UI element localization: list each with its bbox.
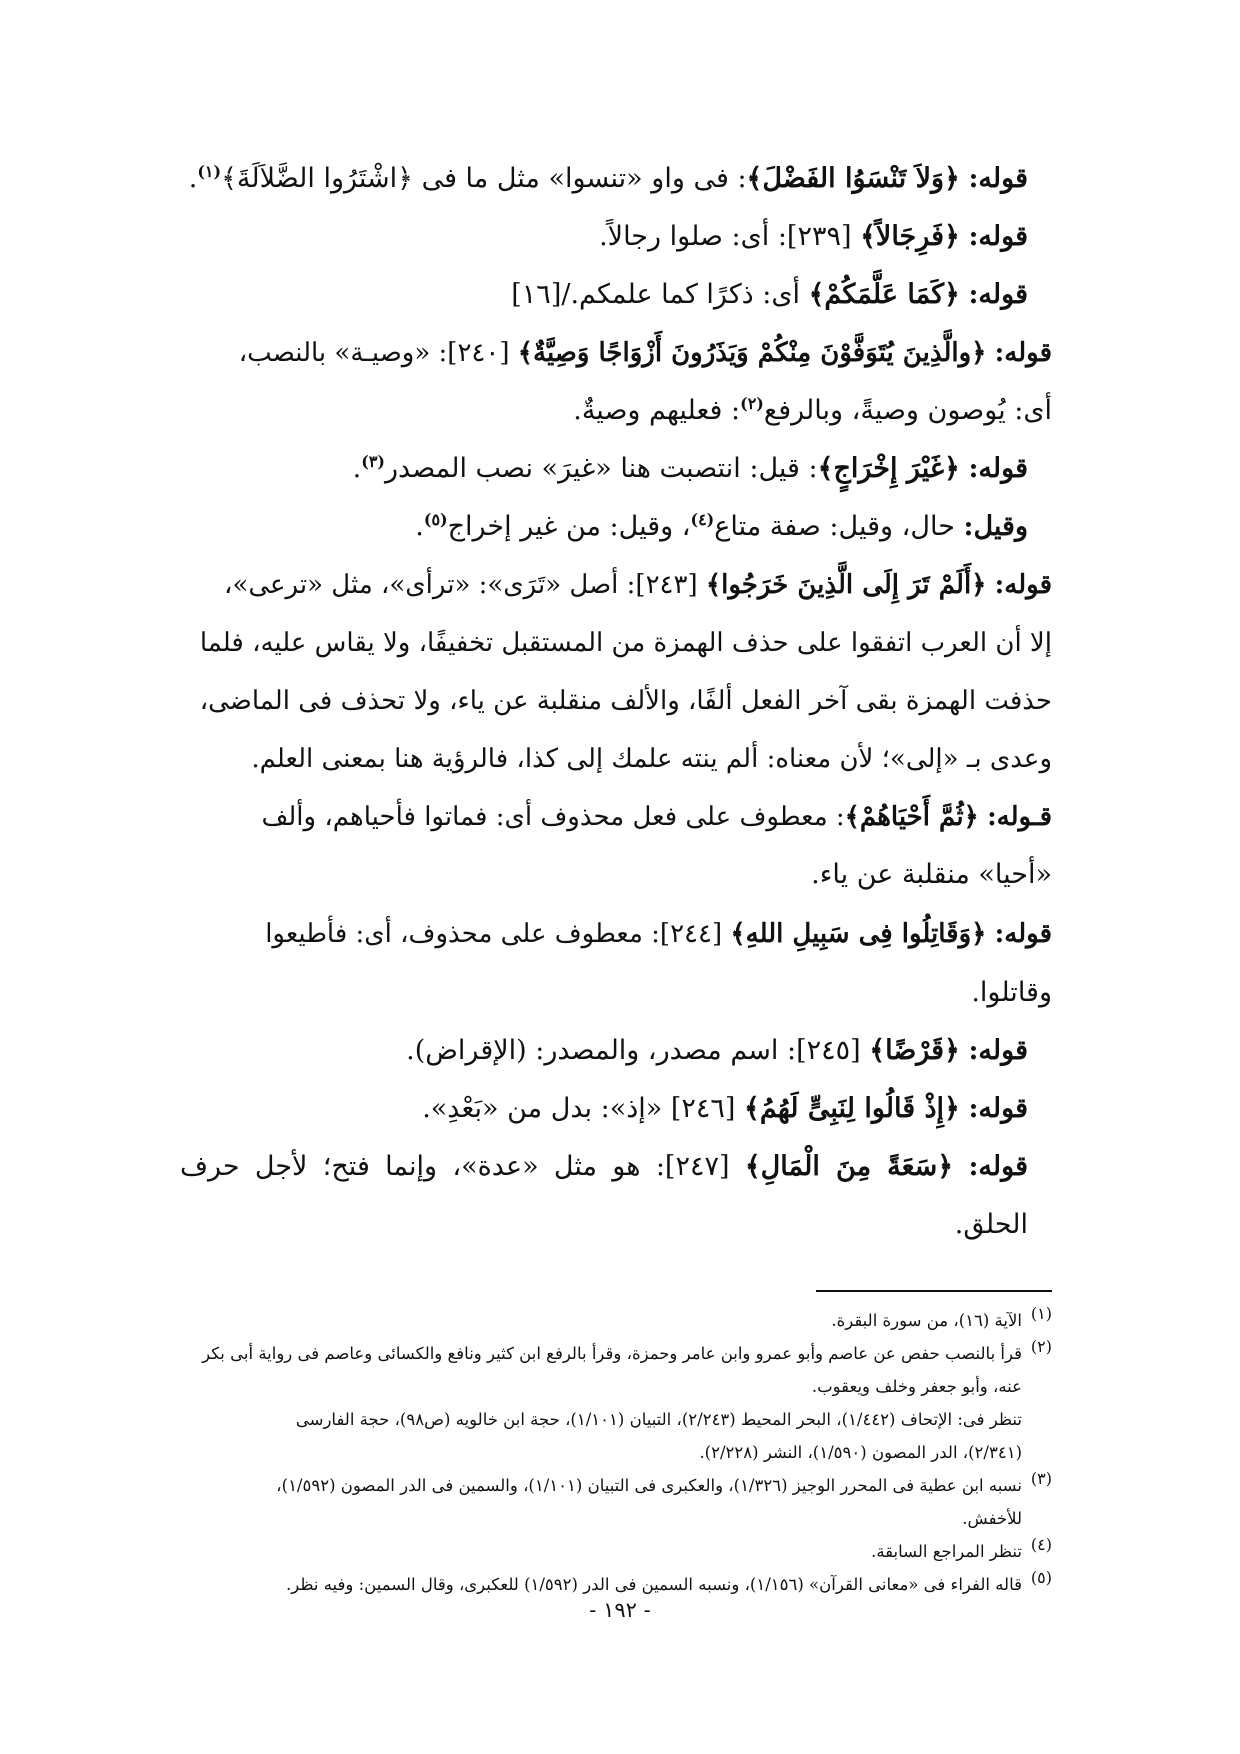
footnote-number: (٤) (1030, 1535, 1052, 1554)
line-text: أى: يُوصون وصيةً، وبالرفع (763, 395, 1052, 426)
text-line (180, 1080, 1052, 1138)
text-line (180, 672, 1052, 730)
line-text: : قيل: انتصبت هنا «غيرَ» نصب المصدر (384, 453, 818, 484)
quran-quote: ﴿أَلَمْ تَرَ إِلَى الَّذِينَ خَرَجُوا﴾ (705, 570, 987, 600)
text-line (180, 846, 1052, 904)
quran-quote: ﴿ثُمَّ أَحْيَاهُمْ﴾ (844, 802, 979, 832)
line-text: «أحيا» منقلبة عن ياء. (811, 859, 1052, 890)
keyword: قوله: (994, 338, 1052, 368)
footnotes (180, 1304, 1052, 1601)
line-text: : فى واو «تنسوا» مثل ما فى ﴿اشْتَرُوا الضَّلاَلَةَ﴾ (221, 163, 747, 194)
main-text (180, 150, 1052, 1254)
footnote-text: تنظر فى: الإتحاف (١/٤٤٢)، البحر المحيط (٢/٢٤٣)، التبيان (١/١٠١)، حجة ابن خالويه (ص٩٨)، حجة الفارسى (295, 1410, 1022, 1429)
keyword: قوله: (968, 1093, 1028, 1124)
text-line (180, 266, 1052, 324)
line-text: حال، وقيل: صفة متاع (714, 511, 964, 542)
keyword: قوله: (994, 919, 1052, 949)
quran-quote: ﴿والَّذِينَ يُتَوَفَّوْنَ مِنْكُمْ وَيَذَرُونَ أَزْوَاجًا وَصِيَّةٌ﴾ (517, 338, 987, 368)
line-text: : معطوف على فعل محذوف أى: فماتوا فأحياهم، وألف (261, 802, 845, 832)
keyword: قوله: (968, 1151, 1028, 1182)
footnote-ref: (٥) (423, 510, 448, 529)
keyword: قوله: (968, 1035, 1028, 1066)
footnote (180, 1337, 1052, 1469)
text-line (180, 150, 1052, 208)
quran-quote: ﴿وَلاَ تَنْسَوُا الفَضْلَ﴾ (746, 163, 960, 194)
footnote (180, 1535, 1052, 1568)
footnote-text: تنظر المراجع السابقة. (871, 1542, 1022, 1561)
text-line (180, 730, 1052, 788)
keyword: قوله: (968, 163, 1028, 194)
keyword: قوله: (968, 221, 1028, 252)
footnote-ref: (٤) (690, 510, 715, 529)
line-end: . (188, 163, 198, 194)
line-text: وعدى بـ «إلى»؛ لأن معناه: ألم ينته علمك إلى كذا، فالرؤية هنا بمعنى العلم. (251, 744, 1052, 774)
line-text: [٢٤٣]: أصل «تَرَى»: «ترأى»، مثل «ترعى»، (224, 570, 706, 600)
text-line (180, 498, 1052, 556)
line-text: أى: ذكرًا كما علمكم./[١٦] (511, 279, 809, 310)
footnote-number: (٢) (1030, 1337, 1052, 1356)
footnote-text: قرأ بالنصب حفص عن عاصم وأبو عمرو وابن عامر وحمزة، وقرأ بالرفع ابن كثير ونافع والكسائى وعاصم فى رواية أبى بكر (202, 1344, 1022, 1363)
footnote-number: (٥) (1030, 1568, 1052, 1587)
keyword: قوله: (994, 570, 1052, 600)
line-text: [٢٤٦] «إذ»: بدل من «بَعْدِ». (422, 1093, 745, 1124)
text-line (180, 556, 1052, 614)
footnote (180, 1568, 1052, 1601)
footnote-ref: (١) (197, 162, 222, 181)
footnote-number: (١) (1030, 1304, 1052, 1323)
line-text: [٢٤٠]: «وصيـة» بالنصب، (238, 338, 518, 368)
footnote (180, 1469, 1052, 1535)
quran-quote: ﴿إِذْ قَالُوا لِنَبِىٍّ لَهُمُ﴾ (744, 1093, 960, 1124)
text-line (180, 964, 1052, 1022)
line-end: . (352, 453, 362, 484)
page-body (180, 150, 1052, 1601)
footnote-text: قاله الفراء فى «معانى القرآن» (١/١٥٦)، ونسبه السمين فى الدر (١/٥٩٢) للعكبرى، وقال السمين: وفيه نظر. (285, 1575, 1022, 1594)
footnote-ref: (٢) (740, 394, 764, 413)
line-text: وقاتلوا. (971, 977, 1052, 1008)
footnote-text: عنه، وأبو جعفر وخلف ويعقوب. (811, 1377, 1022, 1396)
footnote-text: (٢/٣٤١)، الدر المصون (١/٥٩٠)، النشر (٢/٢٢٨). (699, 1443, 1022, 1462)
text-line (180, 1022, 1052, 1080)
footnote-divider (816, 1290, 1052, 1292)
quran-quote: ﴿وَقَاتِلُوا فِى سَبِيلِ اللهِ﴾ (730, 919, 987, 949)
keyword: قـوله: (987, 802, 1052, 832)
line-text: حذفت الهمزة بقى آخر الفعل ألفًا، والألف منقلبة عن ياء، ولا تحذف فى الماضى، (199, 686, 1052, 716)
footnote (180, 1304, 1052, 1337)
line-text: إلا أن العرب اتفقوا على حذف الهمزة من المستقبل تخفيفًا، ولا يقاس عليه، فلما (199, 628, 1052, 658)
line-text: [٢٤٧]: هو مثل «عدة»، وإنما فتح؛ لأجل حرف الحلق. (180, 1151, 1028, 1240)
line-end: : فعليهم وصيةٌ. (573, 395, 741, 426)
text-line (180, 1138, 1052, 1254)
text-line (180, 788, 1052, 846)
line-text: [٢٤٥]: اسم مصدر، والمصدر: (الإقراض). (406, 1035, 870, 1066)
line-text: ، وقيل: من غير إخراج (447, 511, 691, 542)
keyword: وقيل: (963, 511, 1028, 542)
quran-quote: ﴿كَمَا عَلَّمَكُمْ﴾ (808, 279, 960, 310)
text-line (180, 382, 1052, 440)
page-number: - ١٩٢ - (589, 1598, 651, 1622)
keyword: قوله: (968, 279, 1028, 310)
text-line (180, 440, 1052, 498)
footnote-ref: (٣) (361, 452, 385, 471)
footnote-text: الآية (١٦)، من سورة البقرة. (831, 1311, 1022, 1330)
text-line (180, 208, 1052, 266)
quran-quote: ﴿فَرِجَالاً﴾ (860, 221, 960, 252)
quran-quote: ﴿سَعَةً مِنَ الْمَالِ﴾ (744, 1151, 954, 1182)
footnote-text: نسبه ابن عطية فى المحرر الوجيز (١/٣٢٦)، والعكبرى فى التبيان (١/١٠١)، والسمين فى الدر المصون (١/٥٩٢)، (276, 1476, 1022, 1495)
quran-quote: ﴿غَيْرَ إِخْرَاجٍ﴾ (817, 453, 960, 484)
line-end: . (415, 511, 424, 542)
keyword: قوله: (968, 453, 1028, 484)
text-line (180, 614, 1052, 672)
line-text: [٢٤٤]: معطوف على محذوف، أى: فأطيعوا (265, 919, 731, 949)
text-line (180, 904, 1052, 964)
line-text: [٢٣٩]: أى: صلوا رجالاً. (599, 221, 861, 252)
text-line (180, 324, 1052, 382)
quran-quote: ﴿قَرْضًا﴾ (869, 1035, 960, 1066)
footnote-text: للأخفش. (962, 1509, 1022, 1528)
footnote-number: (٣) (1030, 1469, 1052, 1488)
